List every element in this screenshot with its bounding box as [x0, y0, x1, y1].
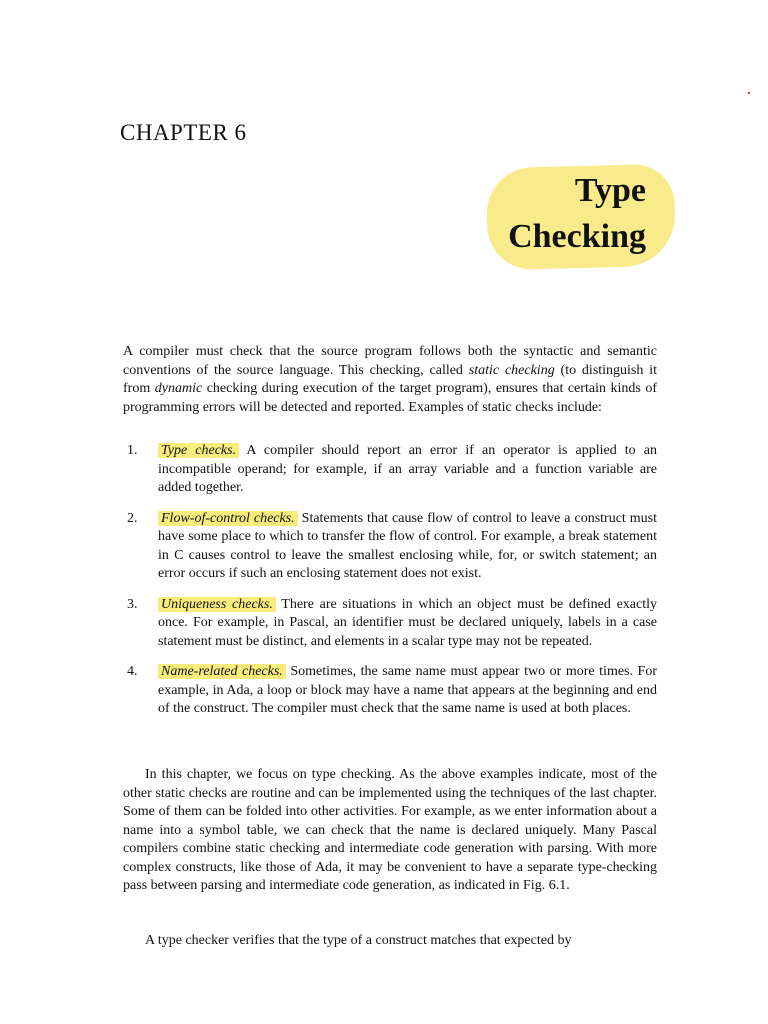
chapter-title-line-1: Type: [574, 172, 646, 209]
body-paragraph: In this chapter, we focus on type checking. As the above examples indicate, most of the other static checks are routine and can be implemented using the techniques of the last chapter. Some of them can be folded into other activities. For example, as we enter information about a name into a symbol table, we can check that the name is declared uniquely. Many Pascal compilers combine static checking and intermediate code generation with parsing. With more complex constructs, like those of Ada, it may be convenient to have a separate type-checking pass between parsing and intermediate code generation, as indicated in Fig. 6.1.: [123, 767, 657, 893]
list-item: [123, 596, 657, 652]
chapter-label: CHAPTER 6: [120, 120, 247, 145]
red-mark: [748, 92, 750, 94]
list-item-text: Sometimes, the same name must appear two or more times. For example, in Ada, a loop or block may have a name that appears at the beginning and end of the construct. The compiler must check that the same name is used at both places.: [158, 664, 657, 716]
list-item-number: 4.: [127, 664, 138, 679]
list-item-heading: Uniqueness checks.: [158, 597, 276, 612]
list-item: [123, 510, 657, 584]
chapter-title-line-2: Checking: [508, 218, 646, 255]
list-item-number: 2.: [127, 510, 138, 526]
list-item: [123, 442, 657, 498]
list-item-text: There are situations in which an object must be defined exactly once. For example, in Pascal, an identifier must be declared uniquely, labels in a case statement must be distinct, and elements in a scalar type may not be repeated.: [158, 596, 657, 649]
list-item: [123, 663, 657, 719]
list-item-heading: Flow-of-control checks.: [158, 511, 298, 526]
intro-paragraph: [123, 343, 657, 417]
intro-emphasis-dynamic: dynamic: [154, 381, 203, 396]
list-item-number: 3.: [127, 596, 138, 612]
list-item-number: 1.: [127, 443, 138, 458]
body-paragraph-last: A type checker verifies that the type of a construct matches that expected by: [145, 933, 572, 948]
list-item-heading: Name-related checks.: [158, 664, 286, 679]
intro-text-2: (to distinguish it from: [123, 362, 657, 396]
list-item-heading: Type checks.: [158, 443, 239, 458]
list-item-text: Statements that cause flow of control to leave a construct must have some place to which to transfer the flow of control. For example, a break statement in C causes control to leave the smallest enclosing while, for, or switch statement; an error occurs if such an enclosing statement does not exist.: [158, 510, 657, 581]
intro-text-1: A compiler must check that the source program follows both the syntactic and semantic conventions of the source language. This checking, called: [123, 344, 657, 378]
intro-text-3: checking during execution of the target program), ensures that certain kinds of programming errors will be detected and reported. Examples of static checks include:: [123, 381, 657, 415]
static-checks-list: [123, 442, 657, 731]
intro-emphasis-static: static checking: [468, 362, 555, 378]
list-item-text: A compiler should report an error if an operator is applied to an incompatible operand; for example, if an array variable and a function variable are added together.: [158, 443, 658, 495]
